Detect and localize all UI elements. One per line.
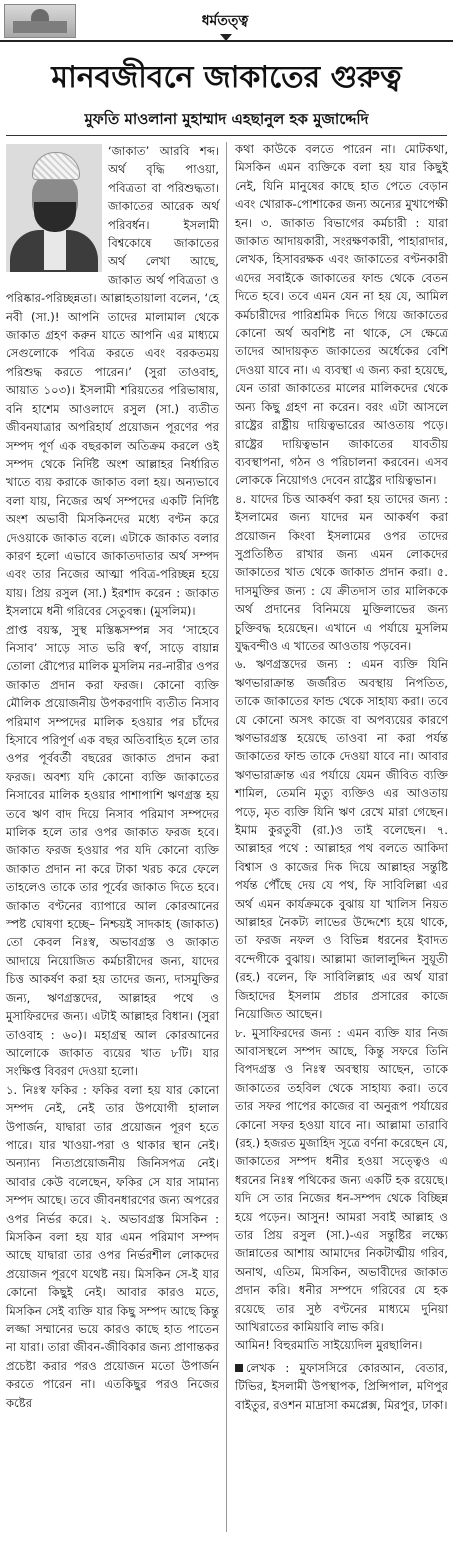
paragraph: আমিন! বিহুরমাতি সাইয়্যেদিল মুরছালিন। [235,1338,423,1353]
title-divider [6,135,447,136]
article-author: মুফতি মাওলানা মুহাম্মাদ এহছানুল হক মুজাদ্দেদি [84,110,369,128]
bullet-square-icon [235,1364,243,1372]
section-label [180,10,270,32]
section-pointer-icon [220,34,232,41]
paragraph: ৬. ঋণগ্রস্তদের জন্য : এমন ব্যক্তি যিনি ঋণভারাক্রান্ত জর্জরিত অবস্থায় নিপতিত, তাকে জাকাতের ফান্ড থেকে সাহায্য করা। তবে যে কোনো অসৎ কাজে বা অপব্যয়ের কারণে ঋণভারগ্রস্ত হয়েছে তাওবা না করা পর্যন্ত জাকাতের ফান্ড তাকে দেওয়া যাবে না। আবার ঋণভারাক্রান্ত এর পর্যায়ে যেমন জীবিত ব্যক্তি শামিল, তেমনি মৃত্যু ব্যক্তিও এর আওতায় পড়ে, মৃত ব্যক্তি যিনি ঋণ রেখে মারা গেছেন। ইমাম কুরতুবী (রা.)ও তাই বলেছেন। ৭. আল্লাহর পথে : আল্লাহর পথ বলতে আকিদা বিশ্বাস ও কাজের দিক দিয়ে আল্লাহর সন্তুষ্টি পর্যন্ত পৌঁছে দেয় যে পথ, ফি সাবিলিল্লা এর অর্থ এমন কার্যক্রমকে বুঝায় যা খালিস নিয়ত আল্লাহর নৈকট্য লাভের উদ্দেশ্যে হয়ে থাকে, তা ফরজ নফল ও বিভিন্ন ধরনের ইবাদত বন্দেগীকে বুঝায়। আল্লামা জালালুদ্দিন সুয়ূতী (রহ.) বলেন, ফি সাবিলিল্লাহ এর অর্থ যারা জিহাদের ইসলাম প্রচার প্রসারের কাজে নিয়োজিত আছেন। [235,657,448,1022]
paragraph: প্রাপ্ত বয়স্ক, সুস্থ মস্তিষ্কসম্পন্ন সব ‘সাহেবে নিসাব’ সাড়ে সাত ভরি স্বর্ণ, সাড়ে বায়ান্ন তোলা রৌপ্যের মালিক মুসলিম নর-নারীর ওপর জাকাত প্রদান করা ফরজ। কোনো ব্যক্তি মৌলিক প্রয়োজনীয় উপকরণাদি ব্যতীত নিসাব পরিমাণ সম্পদের মালিক হওয়ার পর চাঁদের হিসাবে পরিপূর্ণ এক বছর অতিবাহিত হলে তার ওপর পূর্ববর্তী বছরের জাকাত প্রদান করা ফরজ। অবশ্য যদি কোনো ব্যক্তি জাকাতের নিসাবের মালিক হওয়ার পাশাপাশি ঋণগ্রস্ত হয় তবে ঋণ বাদ দিয়ে নিসাব পরিমাণ সম্পদের মালিক হলে তার ওপর জাকাত ফরজ হবে। জাকাত ফরজ হওয়ার পর যদি কোনো ব্যক্তি জাকাত প্রদান না করে টাকা খরচ করে ফেলে তাহলেও তাকে তার পূর্বের জাকাত দিতে হবে। জাকাত বণ্টনের ব্যাপারে আল কোরআনের স্পষ্ট ঘোষণা হচ্ছে– নিশ্চয়ই সাদকাহ (জাকাত) তো কেবল নিঃস্ব, অভাবগ্রস্ত ও জাকাত আদায়ে নিয়োজিত কর্মচারীদের জন্য, যাদের চিত্ত আকর্ষণ করা হয় তাদের জন্য, দাসমুক্তির জন্য, ঋণগ্রস্তদের, আল্লাহর পথে ও মুসাফিরদের জন্য। এটাই আল্লাহর বিধান। (সুরা তাওবাহ : ৬০)। মহাগ্রন্থ আল কোরআনের আলোকে জাকাত ব্যয়ের খাত ৮টি। যার সংক্ষিপ্ত বিবরণ দেওয়া হলো। [6,622,219,1079]
right-column [235,140,448,1414]
writer-note [235,1359,448,1414]
column-divider [226,142,227,1532]
page-header [0,0,453,42]
paragraph: ‘জাকাত’ আরবি শব্দ। অর্থ বৃদ্ধি পাওয়া, পবিত্রতা বা পরিশুদ্ধতা। জাকাতের আরেক অর্থ পরিবর্ধন। ইসলামী বিশ্বকোষে জাকাতের অর্থ লেখা আছে, জাকাত অর্থ পবিত্রতা ও পরিষ্কার-পরিচ্ছন্নতা। আল্লাহতায়ালা বলেন, ‘হে নবী (সা.)! আপনি তাদের মালামাল থেকে জাকাত গ্রহণ করুন যাতে আপনি এর মাধ্যমে সেগুলোকে পবিত্র করতে এবং বরকতময় পরিশুদ্ধ করতে পারেন।’ (সুরা তাওবাহ, আয়াত ১০৩)। ইসলামী শরিয়তের পরিভাষায়, বনি হাশেম আওলাদে রসুল (সা.) ব্যতীত জীবনযাত্রার অপরিহার্য প্রয়োজন পূরণের পর সম্পদ পূর্ণ এক বছরকাল অতিক্রম করলে ওই সম্পদ থেকে নির্দিষ্ট অংশ আল্লাহর নির্ধারিত খাতে ব্যয় করাকে জাকাত বলা হয়। অন্যভাবে বলা যায়, নিজের অর্থ সম্পদের একটি নির্দিষ্ট অংশ অভাবী মিসকিনদের মধ্যে বণ্টন করে দেওয়াকে জাকাত বলে। এটাকে জাকাত বলার কারণ হলো এভাবে জাকাতদাতার অর্থ সম্পদ এবং তার নিজের আত্মা পবিত্র-পরিচ্ছন্ন হয়ে যায়। প্রিয় রসুল (সা.) ইরশাদ করেন : জাকাত ইসলামে ধনী গরিবের সেতুবন্ধ। (মুসলিম)। [6,144,219,619]
mosque-logo-icon [4,4,76,38]
author-photo [6,144,102,272]
article-title: মানবজীবনে জাকাতের গুরুত্ব [51,60,402,95]
writer-note-text: লেখক : মুফাসসিরে কোরআন, বেতার, টিভির, ইসলামী উপস্থাপক, প্রিন্সিপাল, মণিপুর বাইতুর, রওশন মাদ্রাসা কমপ্লেক্স, মিরপুর, ঢাকা। [235,1360,448,1412]
left-column [6,142,219,1412]
section-label-text: ধর্মতত্ত্ব [201,13,249,29]
paragraph: কথা কাউকে বলতে পারেন না। মোটকথা, মিসকিন এমন ব্যক্তিকে বলা হয় যার কিছুই নেই, যিনি মানুষের কাছে হাত পেতে বেড়ান এবং খোরাক-পোশাকের জন্য অন্যের মুখাপেক্ষী হন। ৩. জাকাত বিভাগের কর্মচারী : যারা জাকাত আদায়কারী, সংরক্ষণকারী, পাহারাদার, লেখক, হিসাবরক্ষক এবং জাকাতের বণ্টনকারী এদের সবাইকে জাকাতের ফান্ড থেকে বেতন দিতে হবে। তবে এমন যেন না হয় যে, আমিল কর্মচারীদের পারিশ্রমিক দিতে গিয়ে জাকাতের কোনো অর্থ অবশিষ্ট না থাকে, সে ক্ষেত্রে তাদের আদায়কৃত জাকাতের অর্ধেকের বেশি দেওয়া যাবে না। এ ব্যবস্থা এ জন্য করা হয়েছে, যেন তারা জাকাতের মালের মালিকদের থেকে অন্য কিছু গ্রহণ না করেন। বরং এটা আসলে রাষ্ট্রের রাষ্ট্রীয় দায়িত্বভারের আওতায় পড়ে। রাষ্ট্রের দায়িত্বভান জাকাতের যাবতীয় ব্যবস্থাপনা, গঠন ও পরিচালনা করবেন। এসব লোককে নিয়োগও দেবেন রাষ্ট্রের দায়িত্বভান। [235,142,448,488]
paragraph: ৮. মুসাফিরদের জন্য : এমন ব্যক্তি যার নিজ আবাসস্থলে সম্পদ আছে, কিন্তু সফরে তিনি বিপদগ্রস্ত ও নিঃস্ব অবস্থায় আছেন, তাকে জাকাতের তহবিল থেকে সাহায্য করা। তবে তার সফর পাপের কাজের বা অনুরূপ পর্যায়ের কোনো সফর হওয়া যাবে না। আল্লামা তারাবি (রহ.) হজরত মুজাহিদ সূত্রে বর্ণনা করেছেন যে, জাকাতের সম্পদ ধনীর হওয়া সত্ত্বেও এ ধরনের নিঃস্ব পথিকের জন্য একটি হক রয়েছে। যদি সে তার নিজের ধন-সম্পদ থেকে বিচ্ছিন্ন হয়ে পড়েন। আসুন! আমরা সবাই আল্লাহ ও তার প্রিয় রসুল (সা.)-এর সন্তুষ্টির লক্ষ্যে জান্নাতের আশায় আমাদের নিকটাত্মীয় গরিব, অনাথ, এতিম, মিসকিন, অভাবীদের জাকাত প্রদান করি। ধনীর সম্পদে গরিবের যে হক রয়েছে তার সুষ্ঠ বণ্টনের মাধ্যমে দুনিয়া আখিরাতের কামিয়াবি লাভ করি। [235,1025,448,1334]
paragraph: ৪. যাদের চিত্ত আকর্ষণ করা হয় তাদের জন্য : ইসলামের জন্য যাদের মন আকর্ষণ করা প্রয়োজন কিংবা ইসলামের ওপর তাদের সুপ্রতিষ্ঠিত রাখার জন্য এমন লোকদের জাকাতের খাত থেকে জাকাত প্রদান করা। ৫. দাসমুক্তির জন্য : যে ক্রীতদাস তার মালিককে অর্থ প্রদানের বিনিময়ে মুক্তিলাভের জন্য চুক্তিবদ্ধ হয়েছেন। এখানে এ পর্যায়ে মুসলিম যুদ্ধবন্দীও এ খাতের আওতায় পড়বেন। [235,491,448,653]
paragraph: ১. নিঃস্ব ফকির : ফকির বলা হয় যার কোনো সম্পদ নেই, নেই তার উপযোগী হালাল উপার্জন, যাদ্বারা তার প্রয়োজন পূরণ হতে পারে। যার খাওয়া-পরা ও থাকার স্থান নেই। অন্যান্য নিত্যপ্রয়োজনীয় জিনিসপত্র নেই। আবার কেউ বলেছেন, ফকির সে যার সামান্য সম্পদ আছে। তবে জীবনধারণের জন্য অপরের ওপর নির্ভর করে। ২. অভাবগ্রস্ত মিসকিন : মিসকিন বলা হয় যার এমন পরিমাণ সম্পদ আছে যাদ্বারা তার ওপর নির্ভরশীল লোকদের প্রয়োজন পূরণে যথেষ্ট নয়। মিসকিন সে-ই যার কোনো কিছুই নেই। আবার কারও মতে, মিসকিন সেই ব্যক্তি যার কিছু সম্পদ আছে কিন্তু লজ্জা সম্মানের ভয়ে কারও কাছে হাত পাতেন না যারা। তারা জীবন-জীবিকার জন্য প্রাণান্তকর প্রচেষ্টা করার পরও প্রয়োজন মতো উপার্জন করতে পারেন না। এতকিছুর পরও নিজের কষ্টের [6,1082,219,1410]
